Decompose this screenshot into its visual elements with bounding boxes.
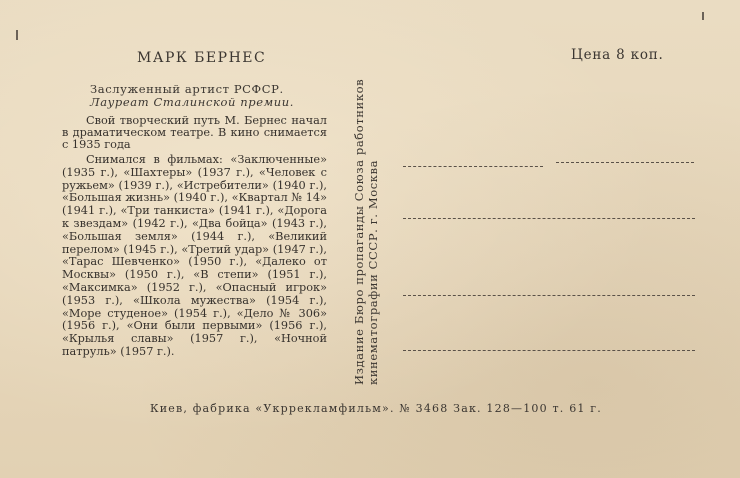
corner-mark: [702, 12, 704, 20]
price-label: Цена 8 коп.: [571, 47, 664, 63]
card-title: МАРК БЕРНЕС: [137, 50, 267, 66]
biography-paragraph: Свой творческий путь М. Бернес начал в драматическом театре. В кино снимается с 1935 года: [62, 114, 327, 152]
publisher-line-2: кинематографии СССР. г. Москва: [366, 159, 380, 385]
address-line-3: [403, 295, 695, 296]
address-line-1b: [556, 162, 694, 163]
printer-imprint: Киев, фабрика «Укррекламфильм». № 3468 Зак. 128—100 т. 61 г.: [150, 402, 602, 415]
filmography-paragraph: Снимался в фильмах: «Заключенные» (1935 г.), «Шахтеры» (1937 г.), «Человек с ружьем» (1939 г.), «Истребители» (1940 г.), «Большая жизнь» (1940 г.), «Квартал № 14» (1941 г.), «Три танкиста» (1941 г.), «Дорога к звездам» (1942 г.), «Два бойца» (1943 г.), «Большая земля» (1944 г.), «Великий перелом» (1945 г.), «Третий удар» (1947 г.), «Тарас Шевченко» (1950 г.), «Далеко от Москвы» (1950 г.), «В степи» (1951 г.), «Максимка» (1952 г.), «Опасный игрок» (1953 г.), «Школа мужества» (1954 г.), «Море студеное» (1954 г.), «Дело № 306» (1956 г.), «Они были первыми» (1956 г.), «Крылья славы» (1957 г.), «Ночной патруль» (1957 г.).: [62, 153, 327, 358]
address-line-1a: [403, 166, 543, 167]
publisher-line-1: Издание Бюро пропаганды Союза работников: [352, 78, 366, 385]
subtitle-laureate: Лауреат Сталинской премии.: [90, 95, 295, 109]
publisher-imprint: [352, 79, 380, 385]
address-line-2: [403, 218, 695, 219]
subtitle-honored-artist: Заслуженный артист РСФСР.: [90, 82, 284, 96]
corner-mark: [16, 30, 18, 40]
address-line-4: [403, 350, 695, 351]
